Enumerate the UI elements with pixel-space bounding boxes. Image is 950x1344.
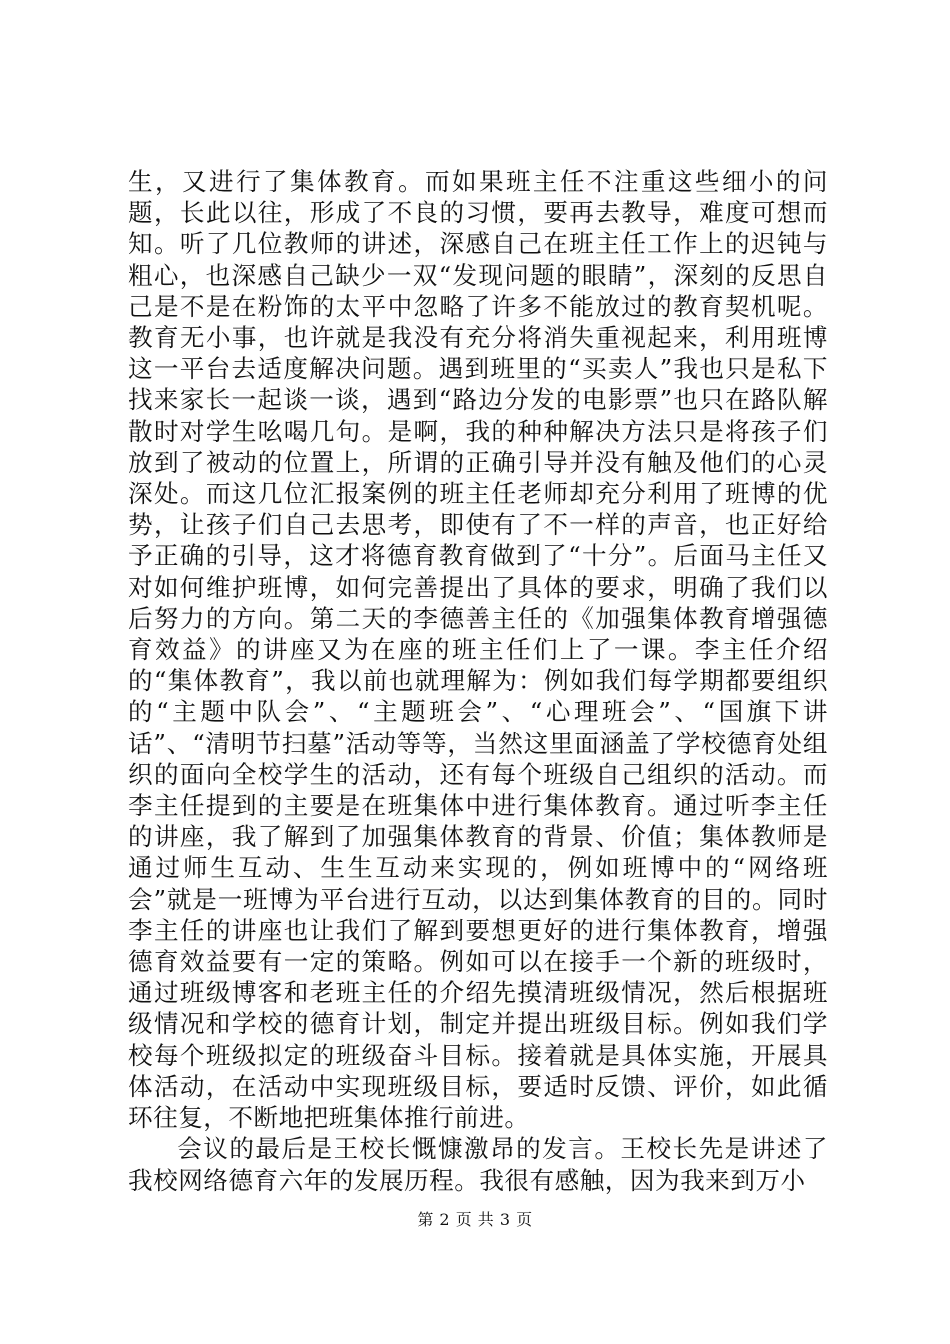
body-paragraph: 会议的最后是王校长慨慷激昂的发言。王校长先是讲述了我校网络德育六年的发展历程。我很有感触，因为我来到万小 [128,1134,828,1195]
body-paragraph: 生，又进行了集体教育。而如果班主任不注重这些细小的问题，长此以往，形成了不良的习惯，要再去教导，难度可想而知。听了几位教师的讲述，深感自己在班主任工作上的迟钝与粗心，也深感自己缺少一双“发现问题的眼睛”，深刻的反思自己是不是在粉饰的太平中忽略了许多不能放过的教育契机呢。教育无小事，也许就是我没有充分将消失重视起来，利用班博这一平台去适度解决问题。遇到班里的“买卖人”我也只是私下找来家长一起谈一谈，遇到“路边分发的电影票”也只在路队解散时对学生吆喝几句。是啊，我的种种解决方法只是将孩子们放到了被动的位置上，所谓的正确引导并没有触及他们的心灵深处。而这几位汇报案例的班主任老师却充分利用了班博的优势，让孩子们自己去思考，即使有了不一样的声音，也正好给予正确的引导，这才将德育教育做到了“十分”。后面马主任又对如何维护班博，如何完善提出了具体的要求，明确了我们以后努力的方向。第二天的李德善主任的《加强集体教育增强德育效益》的讲座又为在座的班主任们上了一课。李主任介绍的“集体教育”，我以前也就理解为：例如我们每学期都要组织的“主题中队会”、“主题班会”、“心理班会”、“国旗下讲话”、“清明节扫墓”活动等等，当然这里面涵盖了学校德育处组织的面向全校学生的活动，还有每个班级自己组织的活动。而李主任提到的主要是在班集体中进行集体教育。通过听李主任的讲座，我了解到了加强集体教育的背景、价值；集体教师是通过师生互动、生生互动来实现的，例如班博中的“网络班会”就是一班博为平台进行互动，以达到集体教育的目的。同时李主任的讲座也让我们了解到要想更好的进行集体教育，增强德育效益要有一定的策略。例如可以在接手一个新的班级时，通过班级博客和老班主任的介绍先摸清班级情况，然后根据班级情况和学校的德育计划，制定并提出班级目标。例如我们学校每个班级拟定的班级奋斗目标。接着就是具体实施，开展具体活动，在活动中实现班级目标，要适时反馈、评价，如此循环往复，不断地把班集体推行前进。 [128,167,828,1133]
document-body [128,166,828,1196]
page-number-footer: 第 2 页 共 3 页 [417,1210,533,1229]
